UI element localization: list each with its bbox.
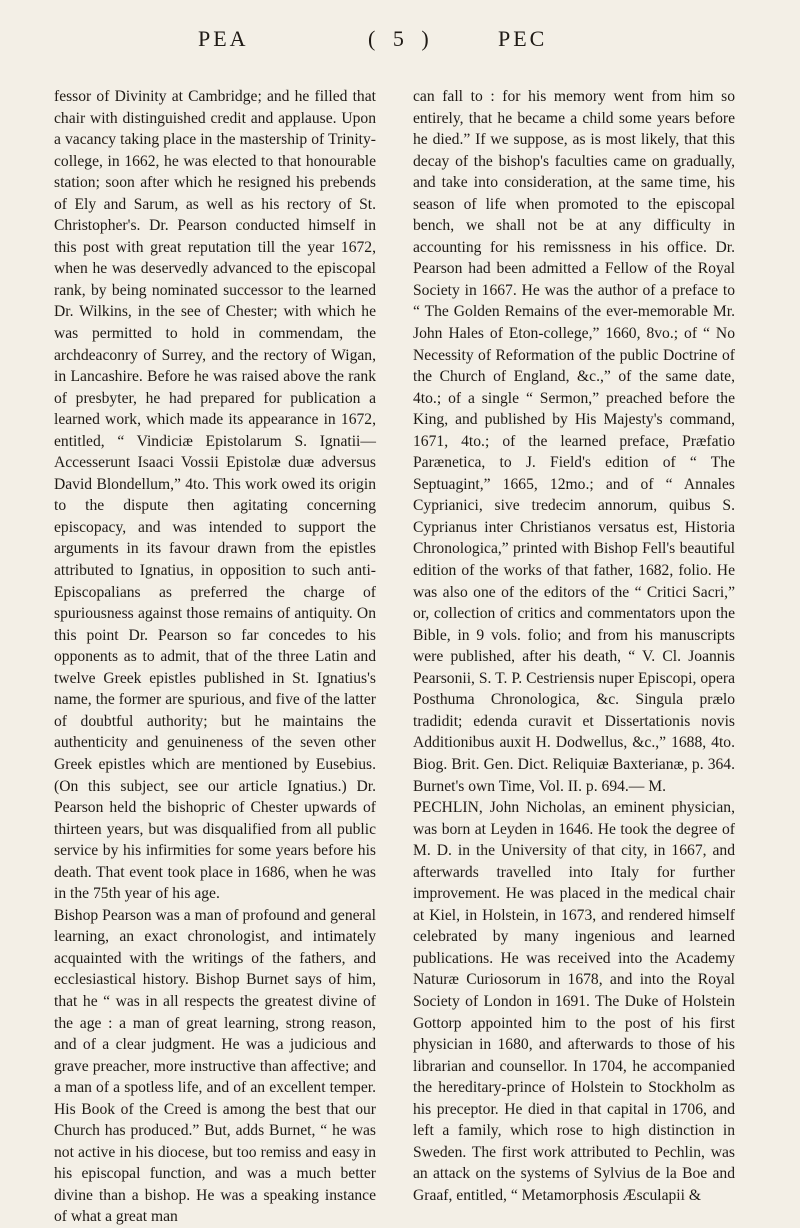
paragraph-pearson-character: Bishop Pearson was a man of profound and general learning, an exact chronologist, and intimately acquainted with the writings of the fathers, and ecclesiastical history. Bishop Burnet says of him, that he “ was in all respects the greatest divine of the age : a man of great learning, strong reason, and of a clear judgment. He was a judicious and grave preacher, more instructive than affective; and a man of a spotless life, and of an excellent temper. His Book of the Creed is among the best that our Church has produced.” But, adds Burnet, “ he was not active in his diocese, but too remiss and easy in his episcopal function, and was a much better divine than a bishop. He was a speaking instance of what a great man [54,906,376,1226]
left-column [54,86,376,1228]
paragraph-pechlin-entry: PECHLIN, John Nicholas, an eminent physician, was born at Leyden in 1646. He took the degree of M. D. in the University of that city, in 1667, and afterwards travelled into Italy for further improvement. He was placed in the medical chair at Kiel, in Holstein, in 1673, and rendered himself celebrated by many ingenious and learned publications. He was received into the Academy Naturæ Curiosorum in 1678, and into the Royal Society of London in 1691. The Duke of Holstein Gottorp appointed him to the post of his first physician in 1680, and afterwards to those of his librarian and counsellor. In 1704, he accompanied the hereditary-prince of Holstein to Stockholm as his preceptor. He died in that capital in 1706, and left a family, which rose to high distinction in Sweden. The first work attributed to Pechlin, was an attack on the systems of Sylvius de la Boe and Graaf, entitled, “ Metamorphosis Æsculapii & [413,799,735,1204]
paragraph-pearson-career: fessor of Divinity at Cambridge; and he filled that chair with distinguished credit and applause. Upon a vacancy taking place in the mastership of Trinity-college, in 1662, he was elected to that honourable station; soon after which he resigned his prebends of Ely and Sarum, as well as his rectory of St. Christopher's. Dr. Pearson conducted himself in this post with great reputation till the year 1672, when he was deservedly advanced to the episcopal rank, by being nominated successor to the learned Dr. Wilkins, in the see of Chester; with which he was permitted to hold in commendam, the archdeaconry of Surrey, and the rectory of Wigan, in Lancashire. Before he was raised above the rank of presbyter, he had prepared for publication a learned work, which made its appearance in 1672, entitled, “ Vindiciæ Epistolarum S. Ignatii—Accesserunt Isaaci Vossii Epistolæ duæ adversus David Blondellum,” 4to. This work owed its origin to the dispute then agitating concerning episcopacy, and was intended to support the arguments in its favour drawn from the epistles attributed to Ignatius, in opposition to such anti-Episcopalians as preferred the charge of spuriousness against those remains of antiquity. On this point Dr. Pearson so far concedes to his opponents as to admit, that of the three Latin and twelve Greek epistles published in St. Ignatius's name, the former are spurious, and five of the latter of doubtful authority; but he maintains the authenticity and genuineness of the seven other Greek epistles which are mentioned by Eusebius. (On this subject, see our article Ignatius.) Dr. Pearson held the bishopric of Chester upwards of thirteen years, but was disqualified from all public service by his infirmities for some years before his death. That event took place in 1686, when he was in the 75th year of his age. [54,88,376,903]
running-head-left: PEA [198,26,249,51]
paragraph-pearson-works: can fall to : for his memory went from him so entirely, that he became a child some years before he died.” If we suppose, as is most likely, that this decay of the bishop's faculties came on gradually, and take into consideration, at the same time, his season of life when promoted to the episcopal bench, we shall not be at any difficulty in accounting for his remissness in his office. Dr. Pearson had been admitted a Fellow of the Royal Society in 1667. He was the author of a preface to “ The Golden Remains of the ever-memorable Mr. John Hales of Eton-college,” 1660, 8vo.; of “ No Necessity of Reformation of the public Doctrine of the Church of England, &c.,” of the same date, 4to.; of a single “ Sermon,” preached before the King, and published by His Majesty's command, 1671, 4to.; of the learned preface, Præfatio Parænetica, to J. Field's edition of “ The Septuagint,” 1665, 12mo.; and of “ Annales Cyprianici, sive tredecim annorum, quibus S. Cyprianus inter Christianos versatus est, Historia Chronologica,” printed with Bishop Fell's beautiful edition of the works of that father, 1682, folio. He was also one of the editors of the “ Critici Sacri,” or, collection of critics and commentators upon the Bible, in 9 vols. folio; and from his manuscripts were published, after his death, “ V. Cl. Joannis Pearsonii, S. T. P. Cestriensis nuper Episcopi, opera Posthuma Chronologica, &c. Singula prælo tradidit; edenda curavit et Dissertationis novis Additionibus auxit H. Dodwellus, &c.,” 1688, 4to. Biog. Brit. Gen. Dict. Reliquiæ Baxterianæ, p. 364. Burnet's own Time, Vol. II. p. 694.— M. [413,88,735,795]
running-head [0,26,800,62]
running-head-right: PEC [498,26,548,51]
right-column [413,86,735,1206]
page-number: ( 5 ) [368,26,435,51]
